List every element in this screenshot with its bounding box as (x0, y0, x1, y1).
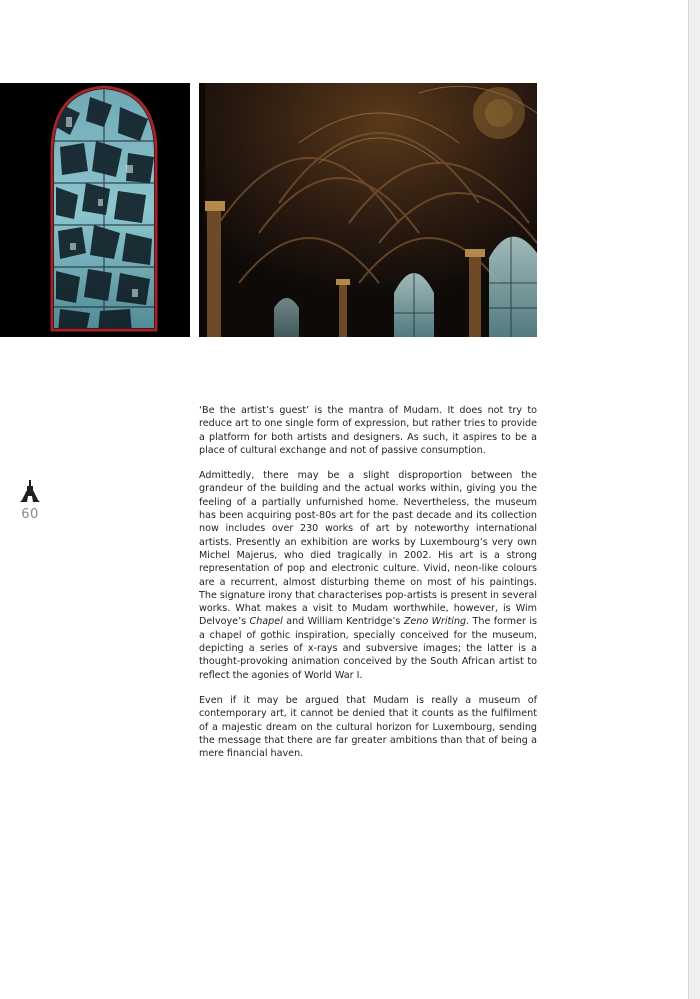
page-number: 60 (21, 507, 39, 522)
artwork-title-chapel: Chapel (249, 616, 283, 628)
paragraph-1: ‘Be the artist’s guest’ is the mantra of Mudam. It does not try to reduce art to one single form of expression, but rather tries to provide a platform for both artists and designers. As such, it aspires to be a place of cultural exchange and not of passive consumption. (199, 405, 537, 456)
mudam-tower-logo-icon (20, 480, 40, 502)
gothic-chapel-vaults-photo (199, 83, 537, 337)
article-body (199, 404, 537, 772)
paragraph-2-text-b: and William Kentridge’s (282, 616, 404, 628)
paragraph-2 (199, 469, 537, 682)
artwork-title-zeno-writing: Zeno Writing (403, 616, 467, 628)
page-marker (17, 480, 43, 522)
paragraph-2-text-a: Admittedly, there may be a slight disproportion between the grandeur of the building and the actual works within, giving you the feeling of a partially unfurnished home. Nevertheless, the museum has been acquiring post-80s art for the past decade and its collection now includes over 230 works of art by noteworthy international artists. Presently an exhibition are works by Luxembourg’s very own Michel Majerus, who died tragically in 2002. His art is a strong representation of pop and electronic culture. Vivid, neon-like colours are a recurrent, almost disturbing theme on most of his paintings. The signature irony that characterises pop-artists is present in several works. What makes a visit to Mudam worthwhile, however, is Wim Delvoye’s (199, 470, 537, 628)
paragraph-2-text-c: . The former is a chapel of gothic inspiration, specially conceived for the museum, depicting a series of x-rays and subversive images; the latter is a thought-provoking animation conceived by the South African artist to reflect the agonies of World War I. (199, 616, 538, 681)
paragraph-3: Even if it may be argued that Mudam is really a museum of contemporary art, it cannot be denied that it counts as the fulfilment of a majestic dream on the cultural horizon for Luxembourg, sending the message that there are far greater ambitions than that of being a mere financial haven. (199, 694, 537, 760)
stained-glass-window-photo (0, 83, 190, 337)
page-edge-strip (688, 0, 700, 999)
